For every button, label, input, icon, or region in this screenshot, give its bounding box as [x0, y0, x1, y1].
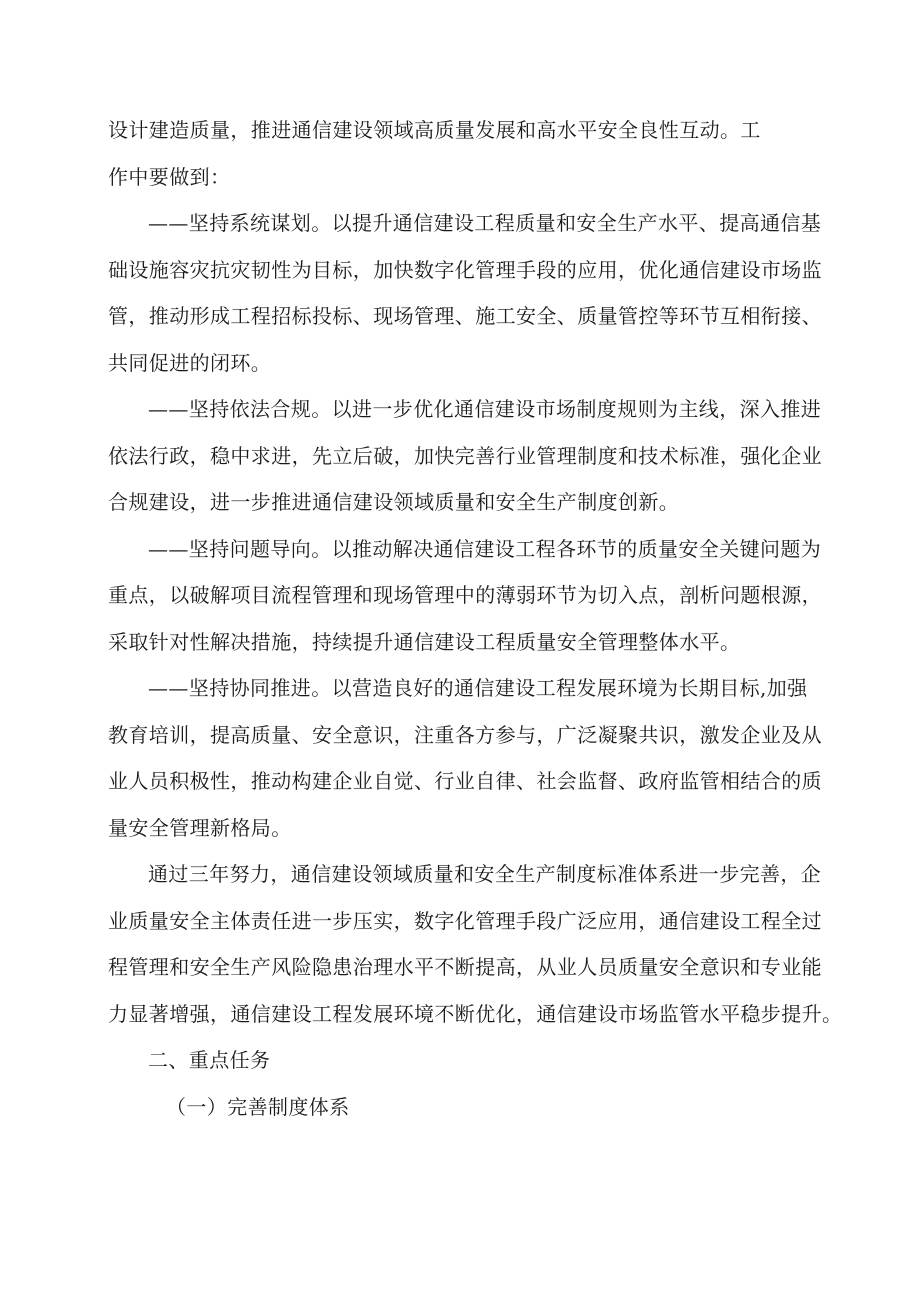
paragraph-first-line: ——坚持问题导向。以推动解决通信建设工程各环节的质量安全关键问题为 — [148, 537, 822, 561]
text-line: 合规建设，进一步推进通信建设领域质量和安全生产制度创新。 — [108, 490, 680, 514]
section-heading: 二、重点任务 — [148, 1048, 271, 1072]
text-line: 础设施容灾抗灾韧性为目标，加快数字化管理手段的应用，优化通信建设市场监 — [108, 258, 822, 282]
text-line: 共同促进的闭环。 — [108, 351, 272, 375]
paragraph-first-line: ——坚持协同推进。以营造良好的通信建设工程发展环境为长期目标,加强 — [148, 676, 808, 700]
paragraph-first-line: ——坚持系统谋划。以提升通信建设工程质量和安全生产水平、提高通信基 — [148, 211, 822, 235]
subsection-heading: （一）完善制度体系 — [166, 1095, 350, 1119]
paragraph-first-line: 通过三年努力，通信建设领域质量和安全生产制度标准体系进一步完善，企 — [148, 862, 822, 886]
text-line: 程管理和安全生产风险隐患治理水平不断提高，从业人员质量安全意识和专业能 — [108, 955, 822, 979]
text-line: 依法行政，稳中求进，先立后破，加快完善行业管理制度和技术标准，强化企业 — [108, 444, 822, 468]
paragraph-first-line: ——坚持依法合规。以进一步优化通信建设市场制度规则为主线，深入推进 — [148, 397, 822, 421]
text-line: 教育培训，提高质量、安全意识，注重各方参与，广泛凝聚共识，激发企业及从 — [108, 723, 822, 747]
text-line: 力显著增强，通信建设工程发展环境不断优化，通信建设市场监管水平稳步提升。 — [108, 1002, 843, 1026]
text-line: 业人员积极性，推动构建企业自觉、行业自律、社会监督、政府监管相结合的质 — [108, 769, 822, 793]
text-line: 业质量安全主体责任进一步压实，数字化管理手段广泛应用，通信建设工程全过 — [108, 909, 822, 933]
text-line: 设计建造质量，推进通信建设领域高质量发展和高水平安全良性互动。工 — [108, 118, 761, 142]
text-line: 量安全管理新格局。 — [108, 816, 292, 840]
text-line: 管，推动形成工程招标投标、现场管理、施工安全、质量管控等环节互相衔接、 — [108, 304, 822, 328]
text-line: 作中要做到： — [108, 165, 231, 189]
text-line: 采取针对性解决措施，持续提升通信建设工程质量安全管理整体水平。 — [108, 630, 741, 654]
text-line: 重点，以破解项目流程管理和现场管理中的薄弱环节为切入点，剖析问题根源， — [108, 583, 822, 607]
